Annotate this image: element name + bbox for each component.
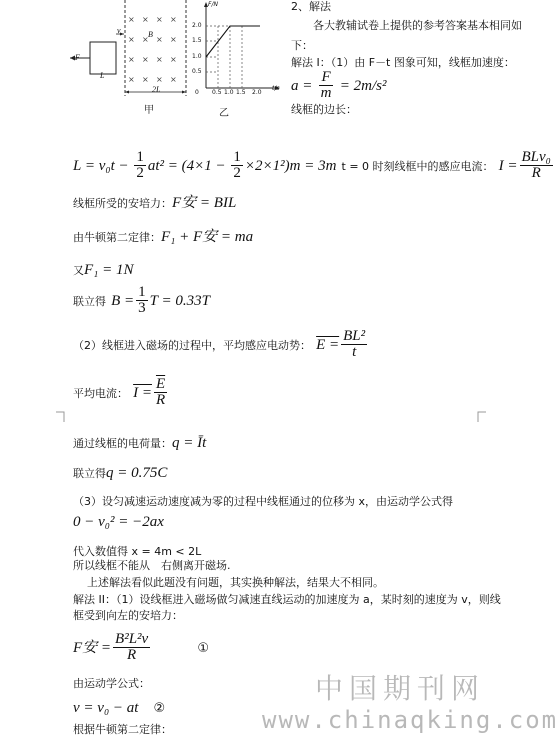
svg-text:×: × xyxy=(170,15,177,24)
y-axis-label: F/N xyxy=(208,1,218,8)
field-label: B xyxy=(148,30,153,39)
svg-text:×: × xyxy=(170,35,177,44)
accel-fraction: $\frac{F}{m}$ xyxy=(320,69,332,101)
force-label-left: F xyxy=(75,53,80,62)
svg-text:×: × xyxy=(142,35,149,44)
svg-text:×: × xyxy=(128,55,135,64)
part2-line: （2）线框进入磁场的过程中，平均感应电动势： E = $\frac{\text{BL²}}{t}$ xyxy=(73,328,366,360)
newton2-label: 根据牛顿第二定律： xyxy=(73,723,172,736)
y-tick: 0.5 xyxy=(192,68,202,75)
charge-result-line: 联立得q = 0.75C xyxy=(73,465,168,481)
kinematics-label: 由运动学公式： xyxy=(73,677,150,690)
watermark-chinese: 中国期刊网 xyxy=(315,672,486,705)
kinematic-equation: 0 − v₀² = −2ax xyxy=(73,514,164,530)
section-heading: 2、解法 xyxy=(291,0,331,13)
remark-line: 上述解法看似此题没有问题，其实换种解法，结果大不相同。 xyxy=(87,576,384,589)
figure-force-time-graph xyxy=(188,0,282,98)
velocity-equation-line: v = v₀ − at ② xyxy=(73,700,166,716)
charge-line: 通过线框的电荷量：q = Īt xyxy=(73,435,207,451)
width-label: L xyxy=(100,71,105,80)
svg-text:×: × xyxy=(170,75,177,84)
svg-text:×: × xyxy=(128,15,135,24)
svg-text:×: × xyxy=(128,75,135,84)
x-tick: 1.5 xyxy=(236,89,246,96)
svg-text:×: × xyxy=(128,35,135,44)
svg-text:×: × xyxy=(170,55,177,64)
y-tick: 1.5 xyxy=(192,37,202,44)
avg-current-line: 平均电流： I = $\frac{\overline{E}}{R}$ xyxy=(73,376,166,408)
svg-text:×: × xyxy=(142,75,149,84)
ampere-force-line: 线框所受的安培力：F安 = BIL xyxy=(73,195,237,211)
y-tick: 1.0 xyxy=(192,53,202,60)
x-tick: 2.0 xyxy=(252,89,262,96)
x-tick: 0 xyxy=(195,89,199,96)
velocity-label: v xyxy=(117,26,121,35)
substitution-line: 代入数值得 x = 4m < 2L xyxy=(73,545,202,558)
x-tick: 1.0 xyxy=(224,89,234,96)
caption-yi: 乙 xyxy=(219,108,229,119)
solution1-line: 解法 I：（1）由 F－t 图象可知，线框加速度： xyxy=(291,56,515,69)
ampere-force-formula: F安 = $\frac{\text{B²L²v}}{R}$ ① xyxy=(73,631,209,663)
equation-number-1: ① xyxy=(197,641,209,656)
side-length-label: 线框的边长： xyxy=(291,103,357,116)
solution2-line2: 框受到向左的安培力： xyxy=(73,609,183,622)
intro-paragraph: 各大教辅试卷上提供的参考答案基本相同如下： xyxy=(291,19,522,52)
figure-magnetic-field xyxy=(66,0,192,98)
caption-jia: 甲 xyxy=(144,105,154,116)
svg-text:×: × xyxy=(156,15,163,24)
svg-text:×: × xyxy=(156,75,163,84)
y-tick: 2.0 xyxy=(192,22,202,29)
watermark-url: www.chinaqking.com xyxy=(262,706,558,734)
page-break-marks xyxy=(0,410,542,424)
solution2-line1: 解法 II：（1）设线框进入磁场做匀减速直线运动的加速度为 a，某时刻的速度为 v，则线 xyxy=(73,593,501,606)
svg-text:×: × xyxy=(156,55,163,64)
given-force-line: 又F₁ = 1N xyxy=(73,262,134,278)
distance-label: 2L xyxy=(152,85,161,94)
svg-text:×: × xyxy=(156,35,163,44)
conclusion-line: 所以线框不能从 右侧离开磁场. xyxy=(73,559,231,572)
svg-text:×: × xyxy=(142,55,149,64)
x-tick: 0.5 xyxy=(212,89,222,96)
svg-text:×: × xyxy=(142,15,149,24)
b-result-line: 联立得 B = $\frac{1}{3}$ T = 0.33T xyxy=(73,284,210,316)
acceleration-equation: a = $\frac{F}{m}$ = 2m/s² xyxy=(291,69,387,101)
part3-line: （3）设匀减速运动速度减为零的过程中线框通过的位移为 x，由运动学公式得 xyxy=(73,495,454,508)
length-equation: L = v₀t − $\frac{1}{2}$ at² = (4×1 − $\frac{1}{2}$ ×2×1²)m = 3m t = 0 时刻线框中的感应电流： I = $\frac{\text{BLv₀}}{R}$ xyxy=(73,149,551,181)
newton-line: 由牛顿第二定律：F₁ + F安 = ma xyxy=(73,229,254,245)
x-axis-label: t/s xyxy=(272,85,280,92)
equation-number-2: ② xyxy=(153,701,166,716)
